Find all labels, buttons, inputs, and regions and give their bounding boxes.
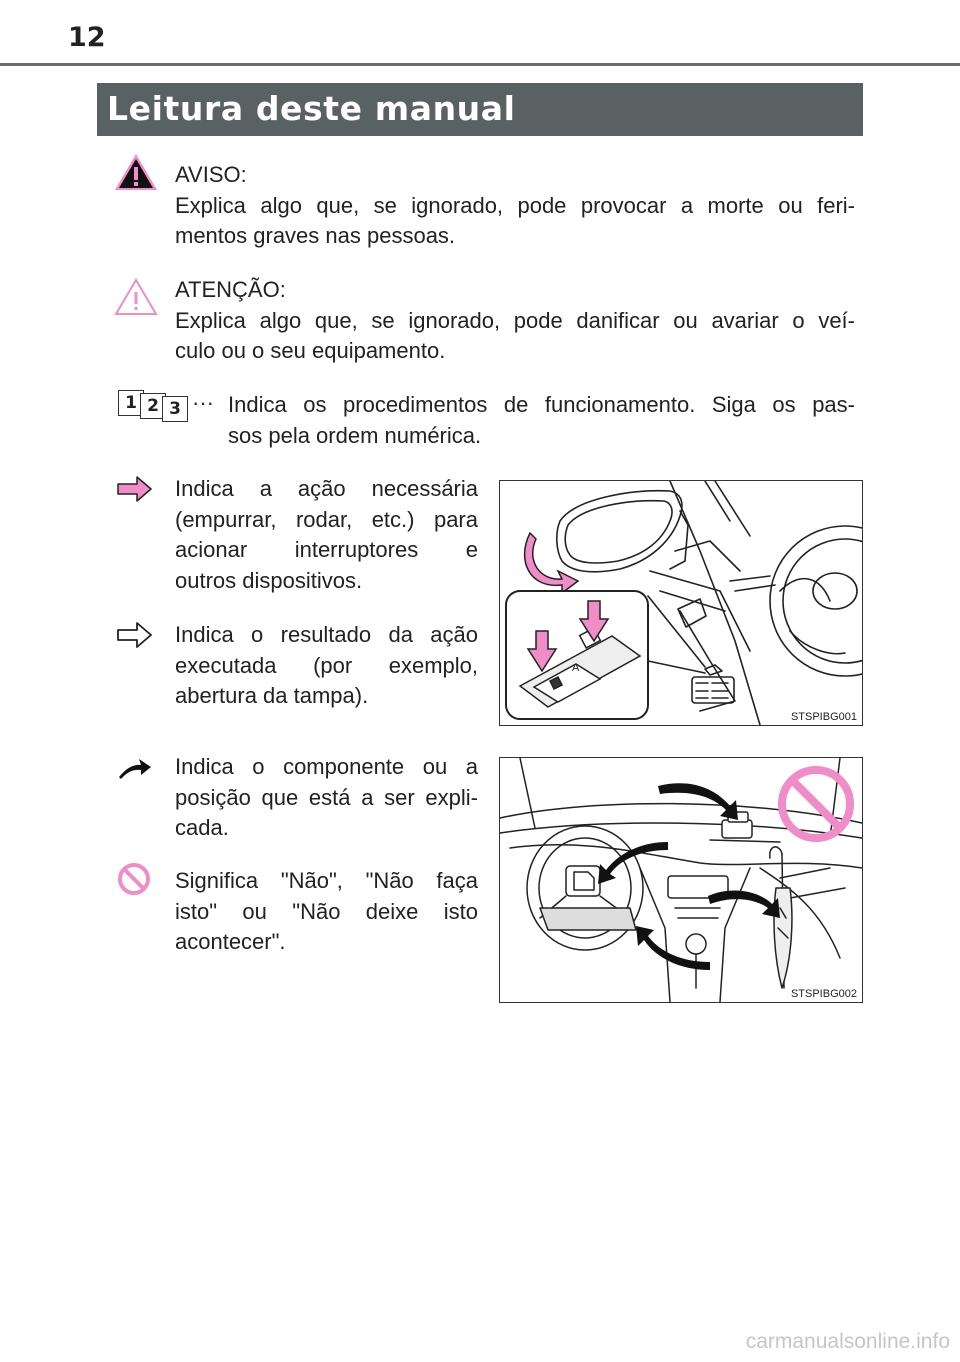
steps-text <box>228 390 855 451</box>
caution-text <box>175 275 855 367</box>
prohibition-text <box>175 866 478 958</box>
caution-line-2: culo ou o seu equipamento. <box>175 338 446 363</box>
warning-line-2: mentos graves nas pessoas. <box>175 223 456 248</box>
component-pointer-icon <box>117 757 153 781</box>
result-line-2: executada (por exemplo, <box>175 652 478 678</box>
result-arrow-icon <box>117 622 153 648</box>
step-3-icon: 3 <box>162 396 188 422</box>
component-line-2: posição que está a ser expli- <box>175 784 478 810</box>
section-title: Leitura deste manual <box>107 89 516 128</box>
action-text <box>175 474 478 596</box>
prohibition-line-3: acontecer". <box>175 929 286 954</box>
warning-line-1: Explica algo que, se ignorado, pode provocar a morte ou feri- <box>175 192 855 218</box>
figure-1-code: STSPIBG001 <box>790 711 857 723</box>
section-header <box>97 83 863 136</box>
component-line-3: cada. <box>175 815 229 840</box>
prohibition-icon <box>117 862 151 896</box>
component-text <box>175 752 478 844</box>
result-line-1: Indica o resultado da ação <box>175 622 478 647</box>
result-line-3: abertura da tampa). <box>175 683 369 708</box>
step-1-icon: 1 <box>118 390 144 416</box>
component-line-1: Indica o componente ou a <box>175 754 478 779</box>
caution-title: ATENÇÃO: <box>175 277 286 302</box>
steps-line-1: Indica os procedimentos de funcionamento. Siga os pas- <box>228 392 855 417</box>
action-line-2: (empurrar, rodar, etc.) para <box>175 506 478 532</box>
caution-line-1: Explica algo que, se ignorado, pode danificar ou avariar o veí- <box>175 307 855 333</box>
warning-triangle-icon <box>113 152 159 192</box>
steps-line-2: sos pela ordem numérica. <box>228 422 482 448</box>
warning-text <box>175 160 855 252</box>
watermark: carmanualsonline.info <box>745 1330 950 1353</box>
action-line-4: outros dispositivos. <box>175 567 363 593</box>
action-line-1: Indica a ação necessária <box>175 476 478 501</box>
action-line-3: acionar interruptores e <box>175 537 478 562</box>
figure-mirror-switch <box>499 480 863 726</box>
result-text <box>175 620 478 712</box>
warning-title: AVISO: <box>175 162 247 187</box>
switch-letter: A <box>572 662 580 674</box>
figure-dashboard <box>499 757 863 1003</box>
page-number: 12 <box>68 22 106 53</box>
action-arrow-icon <box>117 476 153 502</box>
top-divider <box>0 63 960 66</box>
figure-2-code: STSPIBG002 <box>790 988 857 1000</box>
steps-ellipsis: ··· <box>192 390 214 415</box>
caution-triangle-icon <box>113 277 159 317</box>
prohibition-line-2: isto" ou "Não deixe isto <box>175 898 478 924</box>
mirror-switch-illustration <box>500 481 862 725</box>
dashboard-illustration <box>500 758 862 1002</box>
step-2-icon: 2 <box>140 393 166 419</box>
prohibition-line-1: Significa "Não", "Não faça <box>175 868 478 893</box>
